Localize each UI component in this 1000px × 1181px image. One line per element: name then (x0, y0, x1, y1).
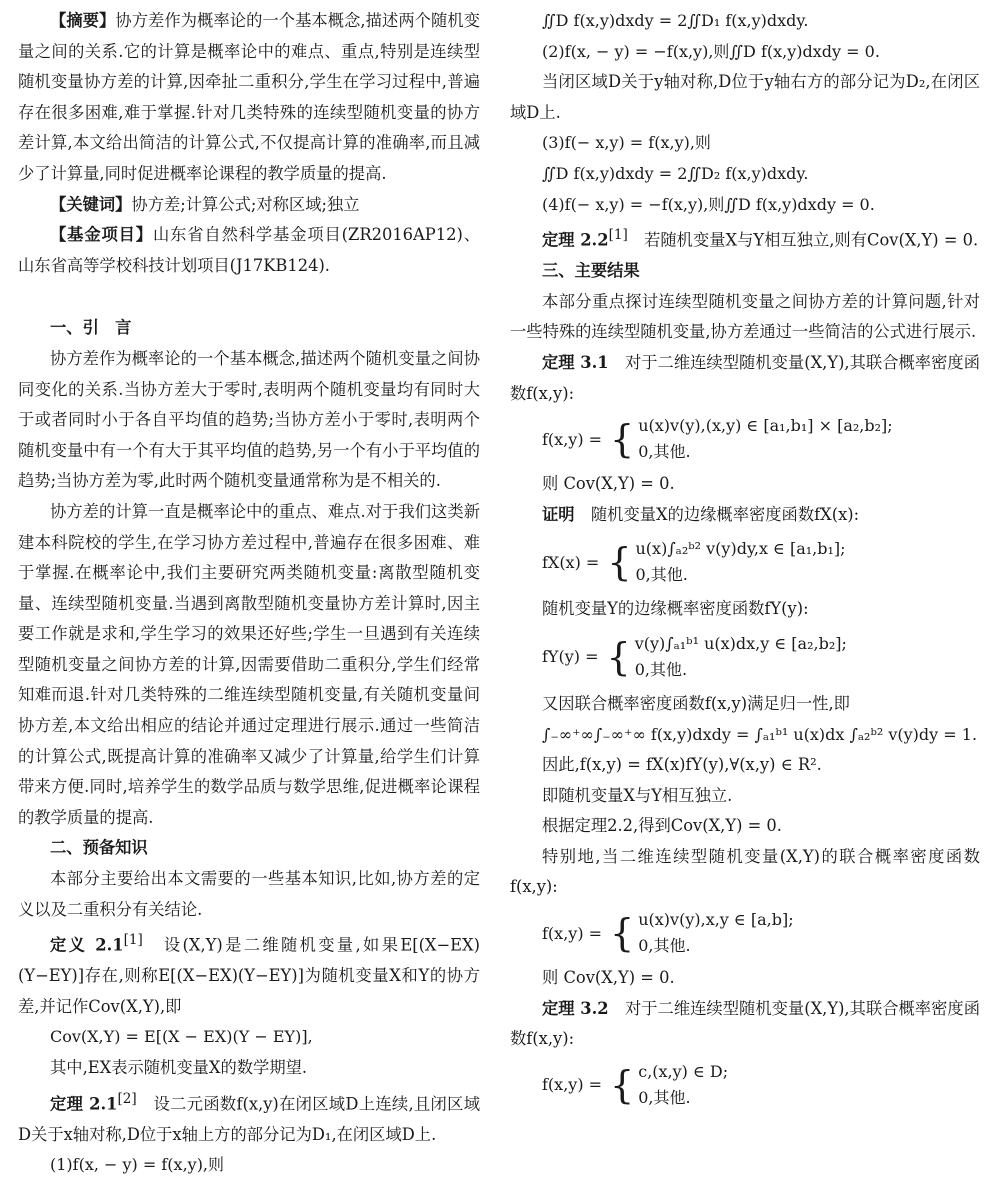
theorem-2-1-item-1: (1)f(x, − y) = f(x,y),则 (50, 1155, 225, 1175)
theorem-3-2-cases (638, 1059, 728, 1111)
brace-symbol: { (606, 634, 631, 679)
marginal-x-density (510, 536, 980, 588)
left-column (18, 6, 480, 1181)
theorem-3-2-label: 定理 3.2 (542, 998, 609, 1018)
marginal-y-density (510, 631, 980, 683)
therefore-text: 因此,f(x,y) = fX(x)fY(y),∀(x,y) ∈ R². (542, 755, 822, 775)
fund-text: 山东省自然科学基金项目(ZR2016AP12)、山东省高等学校科技计划项目(J17KB124). (18, 225, 480, 275)
special-case-other: 0,其他. (638, 936, 691, 956)
theorem-3-2-case-1: c,(x,y) ∈ D; (638, 1061, 729, 1081)
equation-item-2: (2)f(x, − y) = −f(x,y),则∬D f(x,y)dxdy = 0. (542, 41, 880, 61)
abstract-text: 协方差作为概率论的一个基本概念,描述两个随机变量之间的关系.它的计算是概率论中的难点、重点,特别是连续型随机变量协方差的计算,因牵扯二重积分,学生在学习过程中,普遍存在很多困难,难于掌握.针对几类特殊的连续型随机变量的协方差计算,本文给出简洁的计算公式,不仅提高计算的准确率,而且减少了计算量,同时促进概率论课程的教学质量的提高. (18, 11, 480, 183)
theorem-3-1-text: 对于二维连续型随机变量(X,Y),其联合概率密度函数f(x,y): (510, 352, 980, 403)
theorem-2-2 (510, 220, 980, 256)
by-theorem-2-2: 根据定理2.2,得到Cov(X,Y) = 0. (542, 816, 782, 836)
theorem-2-2-text: 若随机变量X与Y相互独立,则有Cov(X,Y) = 0. (644, 230, 979, 250)
theorem-3-2-text: 对于二维连续型随机变量(X,Y),其联合概率密度函数f(x,y): (510, 998, 980, 1049)
equation-item-1: ∬D f(x,y)dxdy = 2∬D₁ f(x,y)dxdy. (542, 11, 809, 30)
theorem-2-1-text: 设二元函数f(x,y)在闭区域D上连续,且闭区域D关于x轴对称,D位于x轴上方的部分记为D₁,在闭区域D上. (18, 1094, 480, 1144)
density-lhs: f(x,y) = (542, 429, 603, 449)
brace-symbol: { (610, 1062, 635, 1107)
item-3: (3)f(− x,y) = f(x,y),则 (542, 133, 711, 153)
special-case-1: u(x)v(y),x,y ∈ [a,b]; (638, 910, 794, 930)
prelim-paragraph: 本部分主要给出本文需要的一些基本知识,比如,协方差的定义以及二重积分有关结论. (18, 869, 480, 919)
abstract-label: 【摘要】 (50, 11, 116, 30)
keywords (18, 190, 480, 221)
density-case-1: u(x)v(y),(x,y) ∈ [a₁,b₁] × [a₂,b₂]; (638, 416, 893, 436)
marginal-x-lhs: fX(x) = (542, 552, 600, 572)
marginal-x-case-other: 0,其他. (635, 565, 688, 585)
equation-item-4: (4)f(− x,y) = −f(x,y),则∬D f(x,y)dxdy = 0. (542, 194, 875, 214)
marginal-y-case-1: v(y)∫ₐ₁ᵇ¹ u(x)dx,y ∈ [a₂,b₂]; (634, 633, 847, 653)
independence-text: 即随机变量X与Y相互独立. (542, 785, 733, 805)
definition-2-1-text: 设(X,Y)是二维随机变量,如果E[(X−EX)(Y−EY)]存在,则称E[(X−EX)(Y−EY)]为随机变量X和Y的协方差,并记作Cov(X,Y),即 (18, 935, 480, 1016)
section-2-title: 二、预备知识 (50, 838, 148, 858)
theorem-3-2 (510, 994, 980, 1055)
normalization-formula: ∫₋∞⁺∞∫₋∞⁺∞ f(x,y)dxdy = ∫ₐ₁ᵇ¹ u(x)dx ∫ₐ₂ᵇ² v(y)dy = 1. (542, 724, 978, 744)
density-cases (638, 413, 892, 465)
equation-item-3: ∬D f(x,y)dxdy = 2∬D₂ f(x,y)dxdy. (542, 163, 809, 183)
special-result: 则 Cov(X,Y) = 0. (542, 968, 675, 988)
marginal-y-lhs: fY(y) = (542, 647, 599, 667)
theorem-2-2-label: 定理 2.2 (542, 230, 609, 250)
proof-text: 随机变量X的边缘概率密度函数fX(x): (590, 504, 860, 524)
theorem-3-1-label: 定理 3.1 (542, 352, 609, 372)
definition-2-1-ref: [1] (123, 932, 143, 949)
marginal-y-cases (635, 631, 847, 683)
definition-2-1-label: 定义 2.1 (50, 935, 124, 955)
theorem-3-2-lhs: f(x,y) = (542, 1075, 603, 1095)
keywords-text: 协方差;计算公式;对称区域;独立 (131, 194, 360, 214)
special-case-text: 特别地,当二维连续型随机变量(X,Y)的联合概率密度函数f(x,y): (510, 846, 980, 897)
proof-label: 证明 (542, 504, 575, 524)
theorem-3-1-density (510, 413, 980, 465)
section-3-title: 三、主要结果 (542, 261, 640, 281)
keywords-label: 【关键词】 (50, 194, 132, 214)
normalization-text: 又因联合概率密度函数f(x,y)满足归一性,即 (542, 693, 850, 713)
special-density (510, 907, 980, 959)
intro-paragraph-2: 协方差的计算一直是概率论中的重点、难点.对于我们这类新建本科院校的学生,在学习协方差过程中,普遍存在很多困难、难于掌握.在概率论中,我们主要研究两类随机变量:离散型随机变量、连续型随机变量.当遇到离散型随机变量协方差计算时,因主要工作就是求和,学生学习的效果还好些;学生一旦遇到有关连续型随机变量之间协方差的计算,因需要借助二重积分,学生们经常知难而退.针对几类特殊的二维连续型随机变量,有关随机变量间协方差,本文给出相应的结论并通过定理进行展示.通过一些简洁的计算公式,既提高计算的准确率又减少了计算量,给学生们计算带来方便.同时,培养学生的数学品质与数学思维,促进概率论课程的教学质量的提高. (18, 501, 480, 827)
brace-symbol: { (610, 417, 635, 462)
theorem-3-1 (510, 348, 980, 409)
marginal-x-case-1: u(x)∫ₐ₂ᵇ² v(y)dy,x ∈ [a₁,b₁]; (635, 539, 846, 559)
definition-2-1-formula: Cov(X,Y) = E[(X − EX)(Y − EY)], (50, 1027, 313, 1047)
main-intro: 本部分重点探讨连续型随机变量之间协方差的计算问题,针对一些特殊的连续型随机变量,协方差通过一些简洁的公式进行展示. (510, 291, 980, 342)
theorem-3-1-result: 则 Cov(X,Y) = 0. (542, 474, 675, 494)
fund (18, 220, 480, 281)
marginal-y-text: 随机变量Y的边缘概率密度函数fY(y): (542, 599, 809, 619)
special-cases (638, 907, 793, 959)
marginal-y-case-other: 0,其他. (634, 659, 688, 679)
intro-paragraph-1: 协方差作为概率论的一个基本概念,描述两个随机变量之间协同变化的关系.当协方差大于零时,表明两个随机变量均有同时大于或者同时小于各自平均值的趋势;当协方差小于零时,表明两个随机变量中有一个有大于其平均值的趋势,另一个有小于平均值的趋势;当协方差为零,此时两个随机变量通常称为是不相关的. (18, 348, 480, 491)
fund-label: 【基金项目】 (50, 225, 153, 245)
section-1-title: 一、引 言 (50, 318, 132, 338)
density-case-other: 0,其他. (638, 442, 691, 462)
theorem-3-2-case-other: 0,其他. (638, 1087, 691, 1107)
theorem-3-2-density (510, 1059, 980, 1111)
abstract (18, 6, 480, 190)
definition-2-1 (18, 925, 480, 1022)
marginal-x-cases (636, 536, 846, 588)
brace-symbol: { (610, 911, 635, 956)
theorem-2-1-ref: [2] (117, 1090, 137, 1107)
definition-2-1-note: 其中,EX表示随机变量X的数学期望. (50, 1058, 308, 1078)
y-symmetry-text: 当闭区域D关于y轴对称,D位于y轴右方的部分记为D₂,在闭区域D上. (510, 72, 980, 122)
brace-symbol: { (607, 540, 632, 585)
theorem-2-1 (18, 1084, 480, 1151)
theorem-2-1-label: 定理 2.1 (50, 1094, 118, 1114)
special-lhs: f(x,y) = (542, 923, 603, 943)
theorem-2-2-ref: [1] (608, 227, 628, 244)
right-column (510, 6, 980, 1115)
proof (510, 500, 980, 531)
